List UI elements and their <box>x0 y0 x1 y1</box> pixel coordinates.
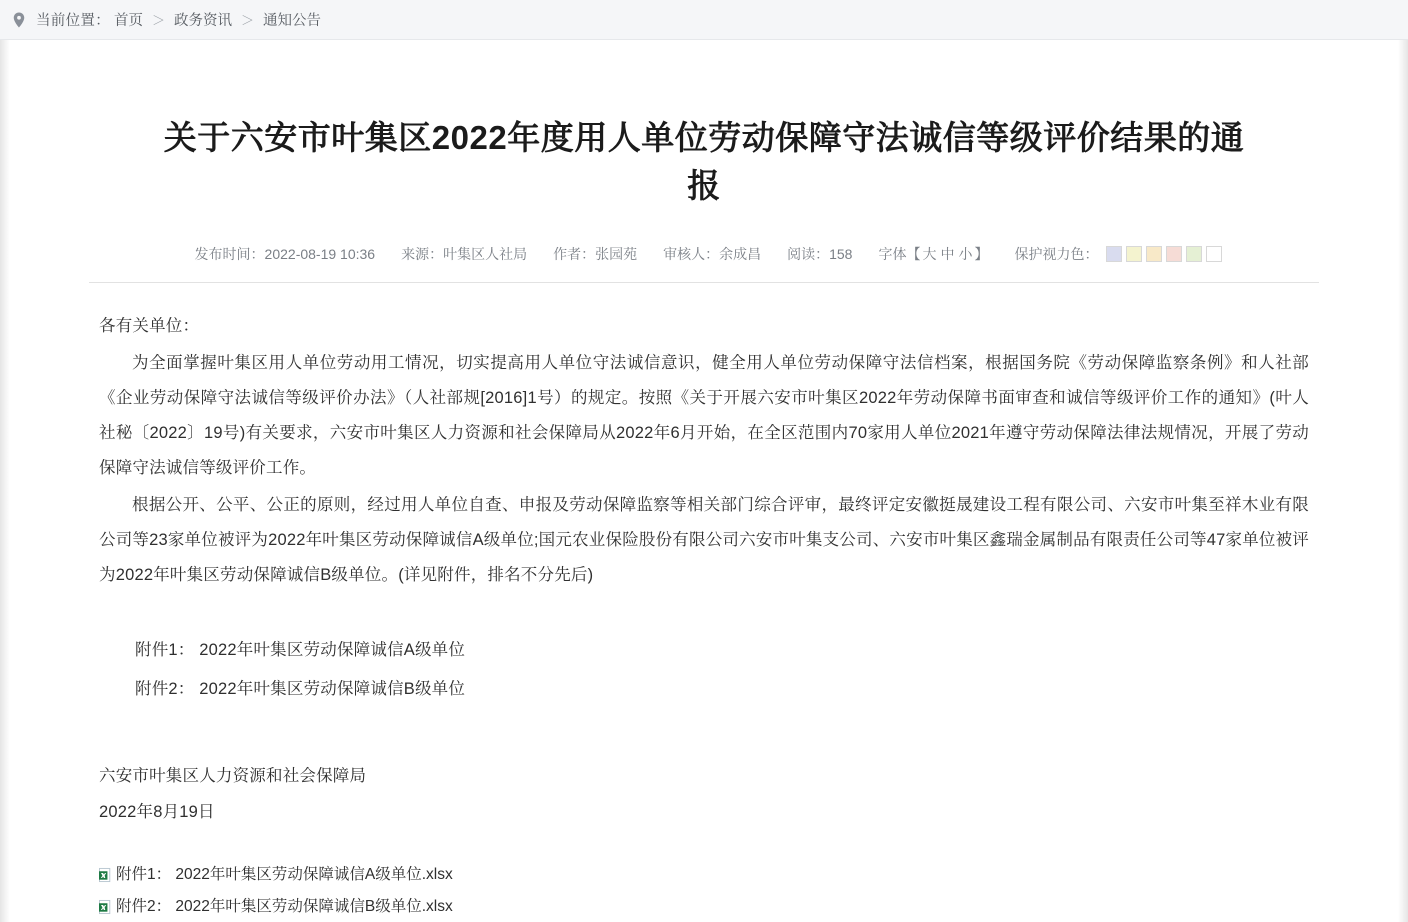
signature-block <box>99 759 1309 829</box>
font-size-label: 字体【 <box>878 246 921 262</box>
page-left-shadow <box>0 40 10 922</box>
color-swatch-2[interactable] <box>1126 246 1142 262</box>
color-swatch-list <box>1106 246 1226 262</box>
breadcrumb-bar <box>0 0 1408 40</box>
source <box>401 244 527 264</box>
signature-organization: 六安市叶集区人力资源和社会保障局 <box>99 767 367 785</box>
font-size-small-button[interactable]: 小 <box>958 246 973 262</box>
page-right-shadow <box>1398 40 1408 922</box>
eye-protection-colors <box>1014 244 1226 264</box>
font-size-label-end: 】 <box>974 246 989 262</box>
attachment-link-2[interactable]: 附件2： 2022年叶集区劳动保障诚信B级单位.xlsx <box>116 898 453 915</box>
font-size-控件 <box>878 244 988 264</box>
content-paragraph: 各有关单位： <box>99 317 200 335</box>
attachment-link-1[interactable]: 附件1： 2022年叶集区劳动保障诚信A级单位.xlsx <box>116 866 453 883</box>
attachment-item[interactable] <box>99 895 1309 919</box>
source-label: 来源： <box>401 246 444 262</box>
article-meta <box>89 244 1319 283</box>
breadcrumb-label: 当前位置： <box>36 13 110 29</box>
breadcrumb-item-government-news[interactable]: 政务资讯 <box>174 13 233 29</box>
breadcrumb-item-notices[interactable]: 通知公告 <box>263 13 322 29</box>
color-swatch-1[interactable] <box>1106 246 1122 262</box>
view-count <box>787 244 852 264</box>
reviewer-value: 余成昌 <box>719 246 762 262</box>
reviewer <box>663 244 761 264</box>
attachment-download-list <box>89 863 1319 919</box>
attachment-title-2: 附件2： 2022年叶集区劳动保障诚信B级单位 <box>135 680 466 698</box>
breadcrumb-separator-icon: ＞ <box>241 13 255 28</box>
reviewer-label: 审核人： <box>663 246 720 262</box>
page-title: 关于六安市叶集区2022年度用人单位劳动保障守法诚信等级评价结果的通报 <box>163 119 1245 204</box>
attachment-item[interactable] <box>99 863 1309 887</box>
publish-time-value: 2022-08-19 10:36 <box>264 246 376 262</box>
page-body <box>0 40 1408 922</box>
location-pin-icon <box>10 11 28 29</box>
excel-file-icon <box>99 867 114 883</box>
breadcrumb-separator-icon: ＞ <box>152 13 166 28</box>
signature-date: 2022年8月19日 <box>99 803 215 821</box>
font-size-large-button[interactable]: 大 <box>922 246 937 262</box>
source-value: 叶集区人社局 <box>443 246 528 262</box>
article-container <box>69 40 1339 919</box>
publish-time <box>195 244 376 264</box>
color-swatch-4[interactable] <box>1166 246 1182 262</box>
attachment-title-list <box>99 633 1309 707</box>
excel-file-icon <box>99 899 114 915</box>
attachment-title-1: 附件1： 2022年叶集区劳动保障诚信A级单位 <box>135 641 466 659</box>
article-content <box>89 309 1319 829</box>
color-swatch-3[interactable] <box>1146 246 1162 262</box>
author-value: 张园苑 <box>595 246 638 262</box>
content-paragraph: 根据公开、公平、公正的原则，经过用人单位自查、申报及劳动保障监察等相关部门综合评审，最终评定安徽挺晟建设工程有限公司、六安市叶集至祥木业有限公司等23家单位被评为2022年叶集区劳动保障诚信A级单位;国元农业保险股份有限公司六安市叶集支公司、六安市叶集区鑫瑞金属制品有限责任公司等47家单位被评为2022年叶集区劳动保障诚信B级单位。(详见附件，排名不分先后) <box>99 496 1309 584</box>
view-count-label: 阅读： <box>787 246 830 262</box>
author-label: 作者： <box>553 246 596 262</box>
color-swatch-6[interactable] <box>1206 246 1222 262</box>
breadcrumb-item-home[interactable]: 首页 <box>114 13 143 29</box>
author <box>553 244 637 264</box>
font-size-medium-button[interactable]: 中 <box>940 246 955 262</box>
eye-protection-label: 保护视力色： <box>1014 246 1099 262</box>
color-swatch-5[interactable] <box>1186 246 1202 262</box>
view-count-value: 158 <box>829 246 853 262</box>
content-paragraph: 为全面掌握叶集区用人单位劳动用工情况，切实提高用人单位守法诚信意识，健全用人单位劳动保障守法信档案，根据国务院《劳动保障监察条例》和人社部《企业劳动保障守法诚信等级评价办法》（人社部规[2016]1号）的规定。按照《关于开展六安市叶集区2022年劳动保障书面审查和诚信等级评价工作的通知》(叶人社秘〔2022〕19号)有关要求，六安市叶集区人力资源和社会保障局从2022年6月开始，在全区范围内70家用人单位2021年遵守劳动保障法律法规情况，开展了劳动保障守法诚信等级评价工作。 <box>99 354 1309 477</box>
publish-time-label: 发布时间： <box>194 246 265 262</box>
